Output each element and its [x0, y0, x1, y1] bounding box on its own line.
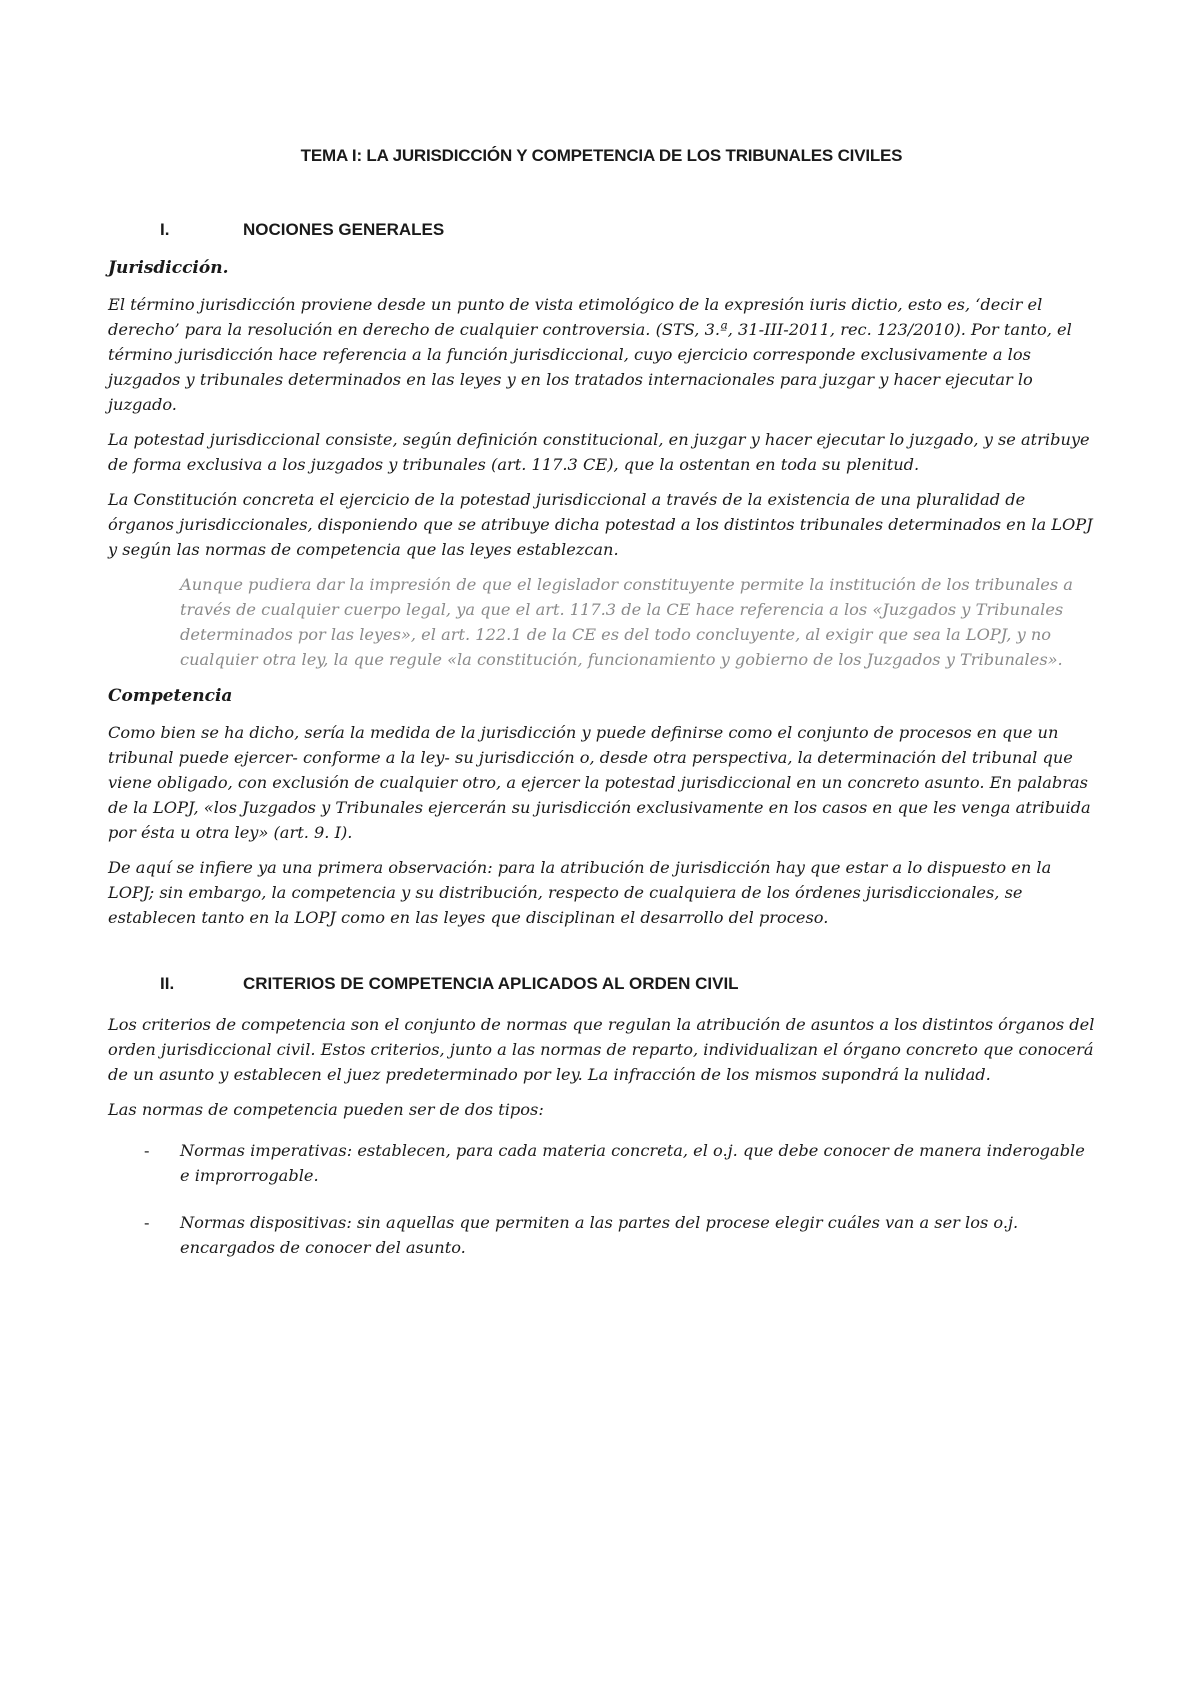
section-number-2: II. [160, 974, 175, 993]
paragraph-criterios-1: Los criterios de competencia son el conjunto de normas que regulan la atribución de asuntos a los distintos órganos del orden jurisdiccional civil. Estos criterios, junto a las normas de reparto, individualizan el órgano concreto que conocerá de un asunto y establecen el juez predeterminado por ley. La infracción de los mismos supondrá la nulidad. [108, 1015, 1095, 1084]
list-item-text: Normas dispositivas: sin aquellas que permiten a las partes del procese elegir cuáles van a ser los o.j. encargados de conocer del asunto. [180, 1213, 1019, 1257]
paragraph-jurisdiccion-2: La potestad jurisdiccional consiste, según definición constitucional, en juzgar y hacer ejecutar lo juzgado, y se atribuye de forma exclusiva a los juzgados y tribunales (art. 117.3 CE), que la ostentan en toda su plenitud. [108, 430, 1090, 474]
list-item [108, 1210, 1095, 1260]
paragraph-competencia-2: De aquí se infiere ya una primera observación: para la atribución de jurisdicción hay que estar a lo dispuesto en la LOPJ; sin embargo, la competencia y su distribución, respecto de cualquiera de los órdenes jurisdiccionales, se establecen tanto en la LOPJ como en las leyes que disciplinan el desarrollo del proceso. [108, 858, 1052, 927]
list-item-text: Normas imperativas: establecen, para cada materia concreta, el o.j. que debe conocer de manera inderogable e improrrogable. [180, 1141, 1085, 1185]
section-heading-1 [108, 220, 1095, 240]
document-title: TEMA I: LA JURISDICCIÓN Y COMPETENCIA DE LOS TRIBUNALES CIVILES [300, 146, 903, 165]
paragraph-competencia-1: Como bien se ha dicho, sería la medida de la jurisdicción y puede definirse como el conjunto de procesos en que un tribunal puede ejercer- conforme a la ley- su jurisdicción o, desde otra perspectiva, la determinación del tribunal que viene obligado, con exclusión de cualquier otro, a ejercer la potestad jurisdiccional en un concreto asunto. En palabras de la LOPJ, «los Juzgados y Tribunales ejercerán su jurisdicción exclusivamente en los casos en que les venga atribuida por ésta u otra ley» (art. 9. I). [108, 723, 1091, 842]
list-item [108, 1138, 1095, 1188]
quote-block: Aunque pudiera dar la impresión de que el legislador constituyente permite la institución de los tribunales a través de cualquier cuerpo legal, ya que el art. 117.3 de la CE hace referencia a los «Juzgados y Tribunales determinados por las leyes», el art. 122.1 de la CE es del todo concluyente, al exigir que sea la LOPJ, y no cualquier otra ley, la que regule «la constitución, funcionamiento y gobierno de los Juzgados y Tribunales». [180, 575, 1073, 669]
paragraph-jurisdiccion-1: El término jurisdicción proviene desde un punto de vista etimológico de la expresión iuris dictio, esto es, ‘decir el derecho’ para la resolución en derecho de cualquier controversia. (STS, 3.ª, 31-III-2011, rec. 123/2010). Por tanto, el término jurisdicción hace referencia a la función jurisdiccional, cuyo ejercicio corresponde exclusivamente a los juzgados y tribunales determinados en las leyes y en los tratados internacionales para juzgar y hacer ejecutar lo juzgado. [108, 295, 1072, 414]
normas-list [108, 1138, 1095, 1260]
list-bullet: - [144, 1141, 150, 1160]
section-number-1: I. [160, 220, 170, 239]
paragraph-criterios-2: Las normas de competencia pueden ser de dos tipos: [108, 1100, 544, 1119]
list-bullet: - [144, 1213, 150, 1232]
subheading-competencia: Competencia [108, 686, 233, 706]
section-heading-2 [108, 974, 1095, 994]
section-title-2: CRITERIOS DE COMPETENCIA APLICADOS AL ORDEN CIVIL [243, 974, 739, 993]
section-title-1: NOCIONES GENERALES [243, 220, 445, 239]
subheading-jurisdiccion: Jurisdicción. [108, 258, 229, 278]
paragraph-jurisdiccion-3: La Constitución concreta el ejercicio de la potestad jurisdiccional a través de la existencia de una pluralidad de órganos jurisdiccionales, disponiendo que se atribuye dicha potestad a los distintos tribunales determinados en la LOPJ y según las normas de competencia que las leyes establezcan. [108, 490, 1093, 559]
